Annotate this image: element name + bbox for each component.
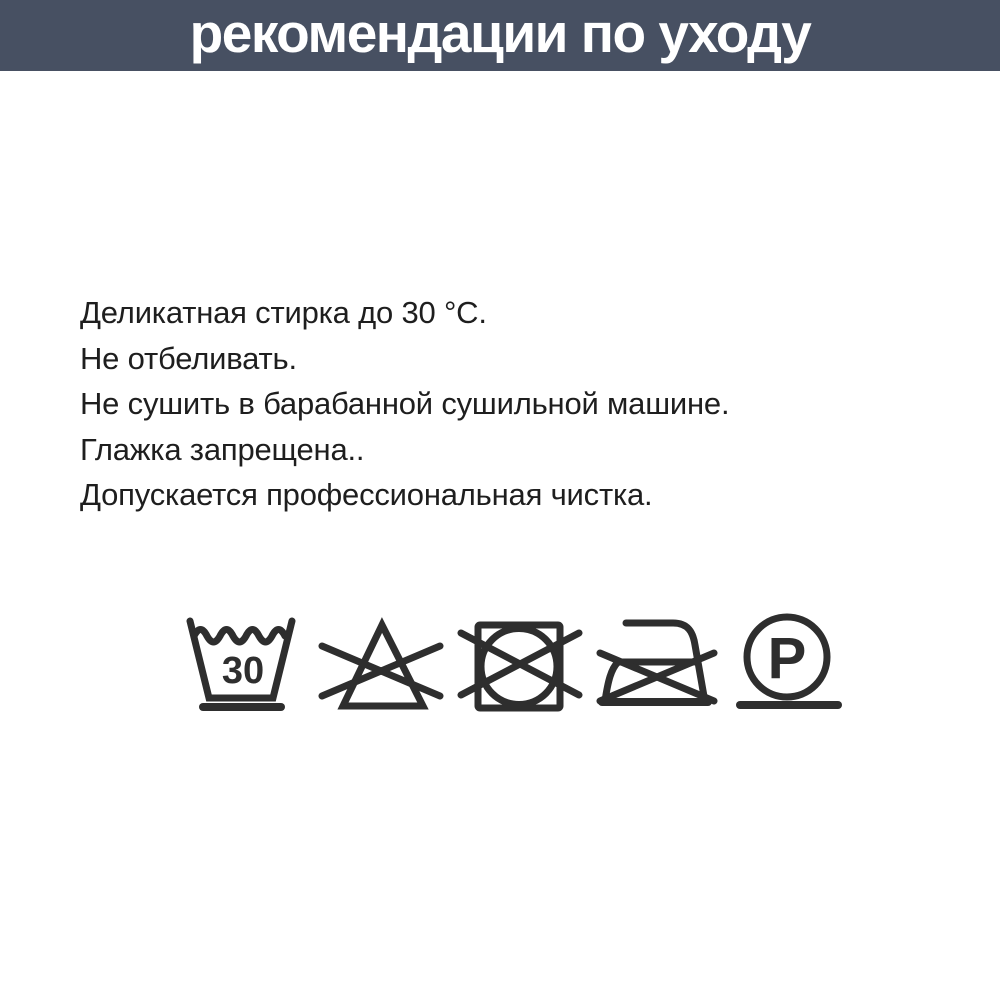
delicate-wash-30-icon (185, 616, 297, 713)
instruction-line: Глажка запрещена.. (80, 431, 365, 467)
crossout-line (322, 646, 440, 696)
page-title: рекомендации по уходу (189, 2, 811, 64)
iron-handle (626, 623, 705, 702)
header-bar (0, 0, 1000, 71)
crossout-line (461, 633, 579, 695)
iron-body-front (605, 662, 618, 701)
wash-temperature-label: 30 (221, 650, 265, 692)
do-not-iron-icon (597, 618, 721, 712)
care-instructions-list (80, 290, 729, 518)
professional-cleaning-p-icon (735, 616, 843, 713)
instruction-line: Допускается профессиональная чистка. (80, 477, 653, 512)
water-wave (194, 630, 285, 643)
crossout-line (322, 646, 440, 696)
wash-basin-outline (190, 621, 292, 698)
crossout-line (600, 653, 714, 701)
professional-letter-label: P (767, 626, 807, 691)
bleach-triangle (343, 625, 423, 706)
dryer-square (478, 625, 560, 708)
crossout-line (461, 633, 579, 695)
dry-clean-circle (747, 617, 827, 697)
do-not-tumble-dry-icon (460, 618, 580, 712)
do-not-bleach-icon (320, 618, 442, 712)
crossout-line (600, 653, 714, 701)
instruction-line: Деликатная стирка до 30 °C. (80, 295, 487, 330)
instruction-line: Не отбеливать. (80, 340, 297, 376)
instruction-line: Не сушить в барабанной сушильной машине. (80, 386, 730, 421)
dryer-drum-circle (481, 629, 557, 705)
